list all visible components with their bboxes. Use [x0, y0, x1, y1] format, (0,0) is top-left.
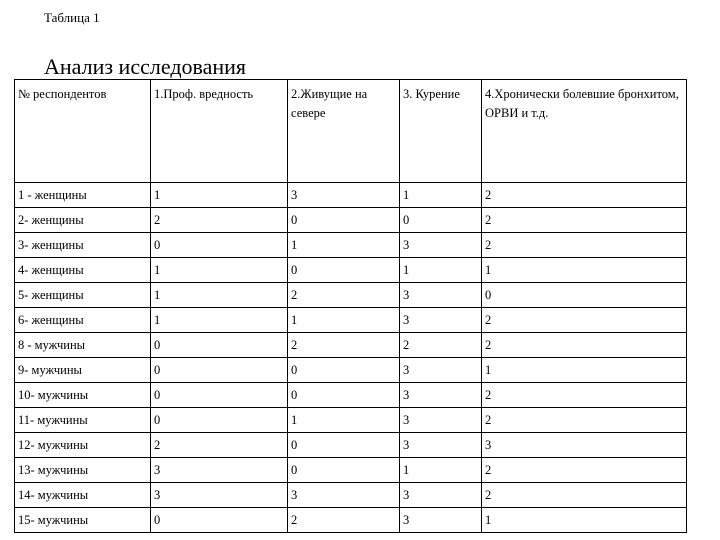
cell-respondent: 13- мужчины [15, 458, 151, 483]
header-cell-living-north: 2.Живущие на севере [288, 80, 400, 183]
cell-respondent: 1 - женщины [15, 183, 151, 208]
cell-smoking: 3 [400, 308, 482, 333]
respondents-table [14, 79, 687, 533]
cell-occupational-hazard: 2 [151, 208, 288, 233]
table-row [15, 433, 687, 458]
cell-respondent: 3- женщины [15, 233, 151, 258]
cell-smoking: 3 [400, 508, 482, 533]
cell-smoking: 3 [400, 483, 482, 508]
table-body [15, 80, 687, 533]
table-row [15, 358, 687, 383]
cell-living-north: 2 [288, 508, 400, 533]
cell-chronic-illness: 2 [482, 208, 687, 233]
cell-living-north: 0 [288, 258, 400, 283]
cell-living-north: 3 [288, 183, 400, 208]
cell-respondent: 15- мужчины [15, 508, 151, 533]
cell-occupational-hazard: 0 [151, 383, 288, 408]
cell-chronic-illness: 2 [482, 458, 687, 483]
cell-living-north: 1 [288, 408, 400, 433]
header-cell-chronic-illness: 4.Хронически болевшие бронхитом, ОРВИ и т.д. [482, 80, 687, 183]
cell-respondent: 6- женщины [15, 308, 151, 333]
cell-chronic-illness: 1 [482, 258, 687, 283]
table-row [15, 483, 687, 508]
cell-living-north: 2 [288, 333, 400, 358]
table-header-row [15, 80, 687, 183]
cell-occupational-hazard: 1 [151, 258, 288, 283]
cell-occupational-hazard: 0 [151, 333, 288, 358]
table-row [15, 208, 687, 233]
cell-chronic-illness: 2 [482, 483, 687, 508]
header-cell-respondents: № респондентов [15, 80, 151, 183]
cell-living-north: 3 [288, 483, 400, 508]
table-row [15, 408, 687, 433]
cell-respondent: 4- женщины [15, 258, 151, 283]
cell-living-north: 0 [288, 433, 400, 458]
cell-chronic-illness: 2 [482, 333, 687, 358]
page-title: Анализ исследования [44, 54, 247, 79]
cell-chronic-illness: 2 [482, 183, 687, 208]
cell-smoking: 3 [400, 408, 482, 433]
header-cell-smoking: 3. Курение [400, 80, 482, 183]
cell-living-north: 1 [288, 233, 400, 258]
cell-occupational-hazard: 0 [151, 508, 288, 533]
table-row [15, 183, 687, 208]
cell-smoking: 1 [400, 458, 482, 483]
cell-occupational-hazard: 0 [151, 358, 288, 383]
cell-smoking: 1 [400, 258, 482, 283]
cell-chronic-illness: 0 [482, 283, 687, 308]
cell-smoking: 0 [400, 208, 482, 233]
cell-chronic-illness: 2 [482, 408, 687, 433]
cell-chronic-illness: 1 [482, 508, 687, 533]
cell-chronic-illness: 2 [482, 233, 687, 258]
cell-smoking: 3 [400, 283, 482, 308]
cell-smoking: 3 [400, 358, 482, 383]
cell-chronic-illness: 2 [482, 383, 687, 408]
cell-occupational-hazard: 1 [151, 283, 288, 308]
cell-smoking: 3 [400, 433, 482, 458]
table-row [15, 233, 687, 258]
cell-smoking: 2 [400, 333, 482, 358]
cell-occupational-hazard: 0 [151, 408, 288, 433]
cell-smoking: 3 [400, 233, 482, 258]
cell-occupational-hazard: 1 [151, 183, 288, 208]
cell-respondent: 14- мужчины [15, 483, 151, 508]
cell-respondent: 5- женщины [15, 283, 151, 308]
cell-living-north: 0 [288, 383, 400, 408]
cell-respondent: 2- женщины [15, 208, 151, 233]
table-row [15, 308, 687, 333]
table-row [15, 383, 687, 408]
cell-living-north: 0 [288, 458, 400, 483]
table-row [15, 333, 687, 358]
cell-respondent: 11- мужчины [15, 408, 151, 433]
cell-living-north: 0 [288, 358, 400, 383]
cell-respondent: 12- мужчины [15, 433, 151, 458]
cell-respondent: 10- мужчины [15, 383, 151, 408]
cell-chronic-illness: 1 [482, 358, 687, 383]
table-row [15, 258, 687, 283]
cell-occupational-hazard: 3 [151, 458, 288, 483]
cell-chronic-illness: 3 [482, 433, 687, 458]
table-row [15, 458, 687, 483]
cell-occupational-hazard: 1 [151, 308, 288, 333]
table-caption: Таблица 1 [44, 10, 100, 25]
table-row [15, 508, 687, 533]
cell-respondent: 9- мужчины [15, 358, 151, 383]
cell-occupational-hazard: 0 [151, 233, 288, 258]
table-row [15, 283, 687, 308]
cell-chronic-illness: 2 [482, 308, 687, 333]
cell-smoking: 1 [400, 183, 482, 208]
cell-living-north: 2 [288, 283, 400, 308]
cell-smoking: 3 [400, 383, 482, 408]
cell-respondent: 8 - мужчины [15, 333, 151, 358]
cell-occupational-hazard: 3 [151, 483, 288, 508]
header-cell-occupational-hazard: 1.Проф. вредность [151, 80, 288, 183]
cell-living-north: 1 [288, 308, 400, 333]
cell-occupational-hazard: 2 [151, 433, 288, 458]
cell-living-north: 0 [288, 208, 400, 233]
